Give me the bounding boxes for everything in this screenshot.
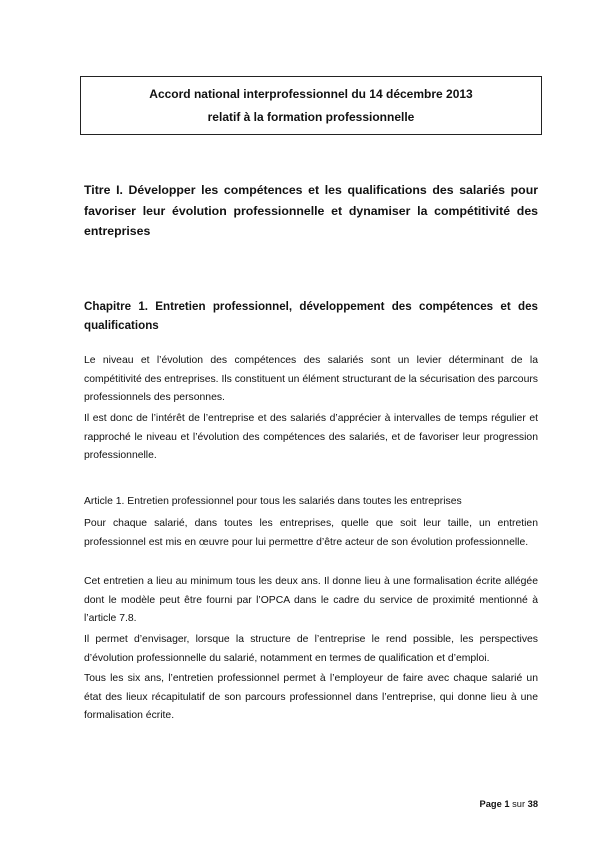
article-paragraph-3: Il permet d’envisager, lorsque la structure de l’entreprise le rend possible, les perspectives d’évolution professionnelle du salarié, notamment en termes de qualification et d’emploi. xyxy=(84,634,538,664)
page-footer xyxy=(480,799,538,809)
footer-page-word: Page xyxy=(479,799,502,809)
article-paragraph-1: Pour chaque salarié, dans toutes les entreprises, quelle que soit leur taille, un entretien professionnel est mis en œuvre pour lui permettre d’être acteur de son évolution professionnelle. xyxy=(84,518,538,548)
title-line-1: Accord national interprofessionnel du 14 décembre 2013 xyxy=(149,87,473,101)
article-paragraph-2: Cet entretien a lieu au minimum tous les deux ans. Il donne lieu à une formalisation écrite allégée dont le modèle peut être fourni par l’OPCA dans le cadre du service de proximité mentionné à l’article 7.8. xyxy=(84,576,538,624)
intro-paragraph-2: Il est donc de l’intérêt de l’entreprise et des salariés d’apprécier à intervalles de temps régulier et rapproché le niveau et l’évolution des compétences des salariés, et de favoriser leur progression professionnelle. xyxy=(84,413,538,461)
footer-of-word: sur xyxy=(512,799,526,809)
titre-heading: Titre I. Développer les compétences et les qualifications des salariés pour favoriser leur évolution professionnelle et dynamiser la compétitivité des entreprises xyxy=(84,183,538,238)
article-heading: Article 1. Entretien professionnel pour tous les salariés dans toutes les entreprises xyxy=(84,496,462,507)
chapitre-heading: Chapitre 1. Entretien professionnel, développement des compétences et des qualifications xyxy=(84,300,538,332)
title-line-2: relatif à la formation professionnelle xyxy=(207,110,415,124)
footer-page-number: 1 xyxy=(504,799,510,809)
article-paragraph-4: Tous les six ans, l’entretien professionnel permet à l’employeur de faire avec chaque salarié un état des lieux récapitulatif de son parcours professionnel dans l’entreprise, qui donne lieu à une formalisation écrite. xyxy=(84,673,538,721)
title-box xyxy=(80,76,542,135)
intro-paragraph-1: Le niveau et l’évolution des compétences des salariés sont un levier déterminant de la compétitivité des entreprises. Ils constituent un élément structurant de la sécurisation des parcours professionnels des personnes. xyxy=(84,355,538,403)
footer-total-pages: 38 xyxy=(527,799,538,809)
